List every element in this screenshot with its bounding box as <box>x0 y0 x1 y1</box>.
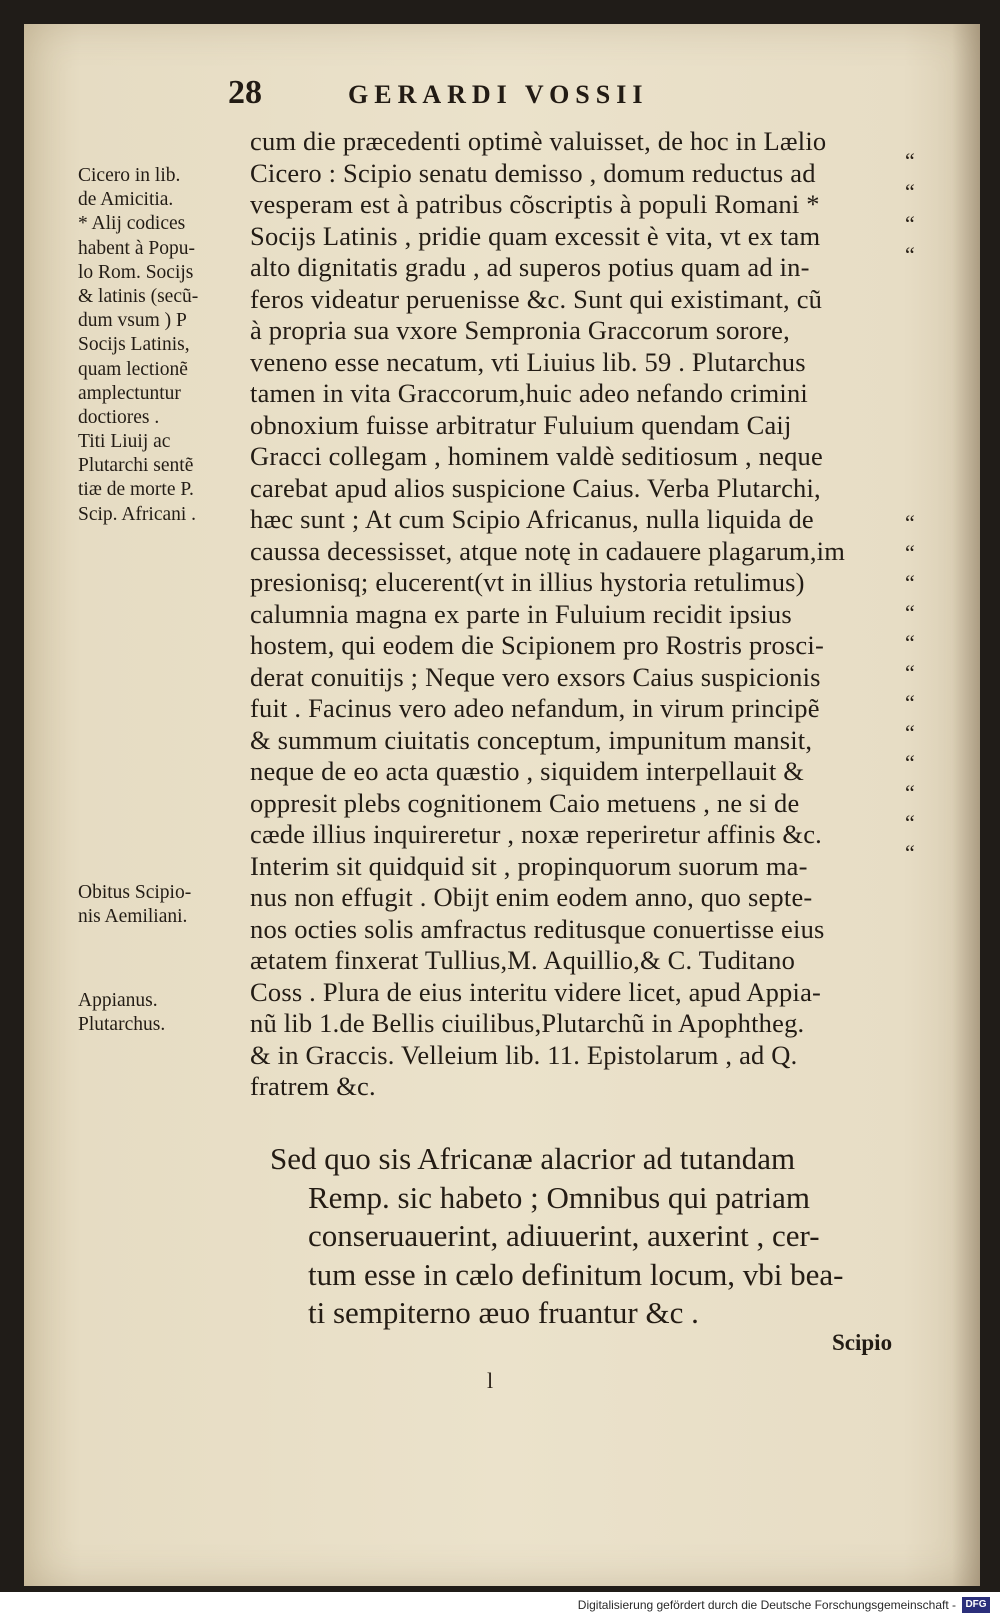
text-line: à propria sua vxore Sempronia Graccorum sorore, <box>250 315 790 345</box>
dfg-logo-icon: DFG <box>962 1597 990 1613</box>
quotation-line: Sed quo sis Africanæ alacrior ad tutandam <box>270 1141 796 1176</box>
quotation-mark: “ <box>905 810 915 835</box>
signature-mark: l <box>487 1368 494 1393</box>
margin-note-line: nis Aemiliani. <box>78 906 188 928</box>
text-line: alto dignitatis gradu , ad superos potius quam ad in- <box>250 252 810 282</box>
quotation-line: Remp. sic habeto ; Omnibus qui patriam <box>308 1179 810 1215</box>
quotation-mark: “ <box>905 840 915 865</box>
catchword: Scipio <box>832 1330 893 1355</box>
quotation-mark: “ <box>905 242 915 267</box>
margin-note-line: amplectuntur <box>78 382 181 404</box>
margin-note-line: doctiores . <box>78 406 160 428</box>
text-line: cum die præcedenti optimè valuisset, de hoc in Lælio <box>250 126 827 156</box>
text-line: feros videatur peruenisse &c. Sunt qui existimant, cũ <box>250 283 823 314</box>
margin-note-cicero <box>78 164 198 527</box>
quotation-mark: “ <box>905 148 915 173</box>
quotation-mark: “ <box>905 660 915 685</box>
text-line: Gracci collegam , hominem valdè seditiosum , neque <box>250 441 823 471</box>
quotation-block <box>270 1140 930 1333</box>
quotation-mark: “ <box>905 211 915 236</box>
text-line: tamen in vita Graccorum,huic adeo nefando crimini <box>250 378 808 408</box>
quotation-line: tum esse in cælo definitum locum, vbi bea- <box>308 1256 844 1292</box>
margin-note-sources <box>78 989 165 1037</box>
text-line: & summum ciuitatis conceptum, impunitum mansit, <box>250 724 813 755</box>
text-line: fratrem &c. <box>250 1071 376 1101</box>
margin-note-line: Scip. Africani . <box>78 503 197 525</box>
margin-note-line: & latinis (secũ- <box>78 285 199 307</box>
text-line: Cicero : Scipio senatu demisso , domum reductus ad <box>250 157 816 188</box>
quotation-mark: “ <box>905 540 915 565</box>
quotation-line: ti sempiterno æuo fruantur &c . <box>308 1295 699 1330</box>
text-line: veneno esse necatum, vti Liuius lib. 59 . Plutarchus <box>250 346 806 377</box>
text-line: carebat apud alios suspicione Caius. Verba Plutarchi, <box>250 472 821 503</box>
margin-note-line: Plutarchi sentẽ <box>78 455 194 477</box>
quotation-mark: “ <box>905 600 915 625</box>
text-line: Socijs Latinis , pridie quam excessit è vita, vt ex tam <box>250 220 821 251</box>
digitization-footer <box>0 1592 1000 1620</box>
quotation-mark: “ <box>905 510 915 535</box>
margin-note-line: Socijs Latinis, <box>78 334 190 356</box>
page-number: 28 <box>228 74 262 111</box>
text-line: vesperam est à patribus cõscriptis à populi Romani * <box>250 189 820 219</box>
quotation-line: conseruauerint, adiuuerint, auxerint , cer- <box>308 1218 820 1253</box>
quotation-mark: “ <box>905 179 915 204</box>
text-line: derat conuitijs ; Neque vero exsors Caius suspicionis <box>250 661 821 692</box>
quotation-mark: “ <box>905 720 915 745</box>
text-line: & in Graccis. Velleium lib. 11. Epistolarum , ad Q. <box>250 1039 798 1070</box>
quotation-mark: “ <box>905 630 915 655</box>
margin-note-line: tiæ de morte P. <box>78 479 194 501</box>
quotation-mark: “ <box>905 570 915 595</box>
margin-note-line: Appianus. <box>78 990 158 1011</box>
text-line: caussa decessisset, atque notę in cadauere plagarum,im <box>250 535 846 566</box>
text-line: hostem, qui eodem die Scipionem pro Rostris prosci- <box>250 630 824 660</box>
text-line: Interim sit quidquid sit , propinquorum suorum ma- <box>250 850 808 881</box>
footer-credit: Digitalisierung gefördert durch die Deutsche Forschungsgemeinschaft - <box>577 1598 956 1612</box>
quotation-mark: “ <box>905 780 915 805</box>
margin-note-line: Cicero in lib. <box>78 165 181 186</box>
margin-note-line: de Amicitia. <box>78 189 174 211</box>
text-line: cæde illius inquireretur , noxæ reperiretur affinis &c. <box>250 819 823 849</box>
text-line: nus non effugit . Obijt enim eodem anno, quo septe- <box>250 882 813 912</box>
margin-note-line: Plutarchus. <box>78 1014 166 1036</box>
margin-note-line: lo Rom. Socijs <box>78 261 194 283</box>
text-line: hæc sunt ; At cum Scipio Africanus, nulla liquida de <box>250 504 814 534</box>
margin-note-line: * Alij codices <box>78 213 186 235</box>
margin-note-line: Titi Liuij ac <box>78 431 171 453</box>
main-text-block <box>250 126 940 1103</box>
text-line: neque de eo acta quæstio , siquidem interpellauit & <box>250 756 805 786</box>
running-head: GERARDI VOSSII <box>348 80 649 109</box>
text-line: oppresit plebs cognitionem Caio metuens , ne si de <box>250 787 800 818</box>
quotation-mark: “ <box>905 750 915 775</box>
text-line: obnoxium fuisse arbitratur Fuluium quendam Caij <box>250 409 792 440</box>
text-line: nũ lib 1.de Bellis ciuilibus,Plutarchũ in Apophtheg. <box>250 1008 805 1038</box>
margin-note-line: quam lectionẽ <box>78 358 188 380</box>
margin-note-line: habent à Popu- <box>78 237 195 259</box>
text-line: fuit . Facinus vero adeo nefandum, in virum principẽ <box>250 693 820 723</box>
text-line: Coss . Plura de eius interitu videre licet, apud Appia- <box>250 976 822 1007</box>
text-line: presionisq; elucerent(vt in illius hystoria retulimus) <box>250 567 805 597</box>
quotation-mark: “ <box>905 690 915 715</box>
text-line: calumnia magna ex parte in Fuluium recidit ipsius <box>250 598 792 629</box>
page-edge-shadow <box>952 24 980 1586</box>
margin-note-line: Obitus Scipio- <box>78 882 192 903</box>
page-header <box>228 74 788 114</box>
margin-note-obitus <box>78 881 191 929</box>
text-line: ætatem finxerat Tullius,M. Aquillio,& C. Tuditano <box>250 945 796 975</box>
margin-note-line: dum vsum ) P <box>78 310 187 332</box>
text-line: nos octies solis amfractus reditusque conuertisse eius <box>250 913 825 944</box>
